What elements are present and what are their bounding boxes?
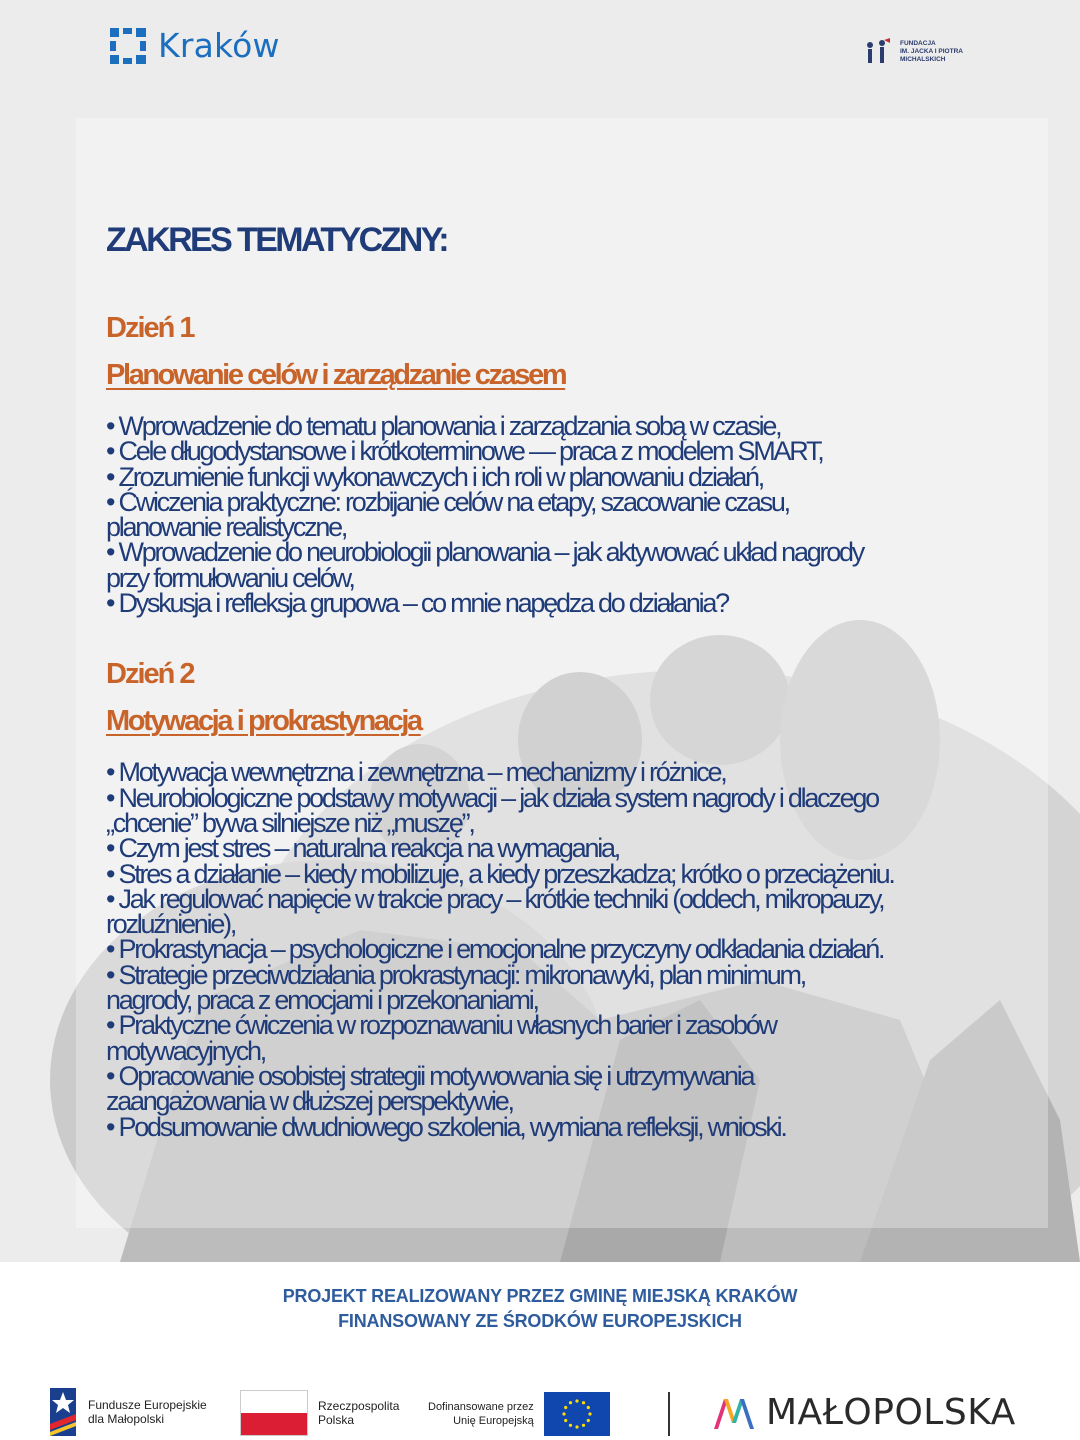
- eu-cofunded-logo: [428, 1392, 610, 1436]
- foundation-figures-icon: [862, 38, 892, 66]
- bullet-line: nagrody, praca z emocjami i przekonaniami,: [106, 985, 538, 1016]
- bullet-line: • Ćwiczenia praktyczne: rozbijanie celów na etapy, szacowanie czasu,: [106, 486, 789, 517]
- rp-logo-line: Rzeczpospolita: [318, 1399, 400, 1413]
- bullet-line: • Prokrastynacja – psychologiczne i emocjonalne przyczyny odkładania działań.: [106, 934, 884, 965]
- bullet-line: • Jak regulować napięcie w trakcie pracy – krótkie techniki (oddech, mikropauzy,: [106, 883, 884, 914]
- day-1-label: Dzień 1: [106, 312, 194, 344]
- bullet-line: • Zrozumienie funkcji wykonawczych i ich roli w planowaniu działań,: [106, 461, 764, 492]
- poland-flag-icon: [240, 1390, 308, 1436]
- bullet-line: • Wprowadzenie do tematu planowania i zarządzania sobą w czasie,: [106, 411, 781, 441]
- bullet-line: • Dyskusja i refleksja grupowa – co mnie napędza do działania?: [106, 588, 728, 619]
- funding-line-1: PROJEKT REALIZOWANY PRZEZ GMINĘ MIEJSKĄ KRAKÓW: [282, 1286, 798, 1306]
- foundation-logo-line: FUNDACJA: [900, 40, 936, 47]
- program-content: [106, 220, 1036, 1140]
- foundation-logo-line: MICHALSKICH: [900, 56, 946, 63]
- ue-logo-line: Dofinansowane przez: [428, 1401, 534, 1413]
- krakow-emblem-icon: [110, 28, 146, 64]
- fundusze-europejskie-logo: [50, 1384, 207, 1440]
- eu-flag-icon: [544, 1392, 610, 1436]
- fe-logo-line: dla Małopolski: [88, 1412, 165, 1426]
- bullet-line: • Podsumowanie dwudniowego szkolenia, wymiana refleksji, wnioski.: [106, 1111, 786, 1142]
- bullet-line: • Motywacja wewnętrzna i zewnętrzna – mechanizmy i różnice,: [106, 757, 726, 788]
- ue-logo-line: Unię Europejską: [453, 1415, 534, 1427]
- bullet-line: motywacyjnych,: [106, 1035, 266, 1066]
- bullet-line: • Opracowanie osobistej strategii motywowania się i utrzymywania: [106, 1060, 754, 1091]
- bullet-line: „chcenie” bywa silniejsze niż „muszę”,: [106, 807, 474, 838]
- logo-divider: [668, 1392, 670, 1436]
- footer: [0, 1262, 1080, 1440]
- rzeczpospolita-logo: [240, 1390, 399, 1436]
- day-2-topic: Motywacja i prokrastynacja: [106, 705, 421, 738]
- malopolska-logo: [712, 1392, 1016, 1433]
- bullet-line: • Neurobiologiczne podstawy motywacji – jak działa system nagrody i dlaczego: [106, 782, 878, 813]
- bullet-line: • Praktyczne ćwiczenia w rozpoznawaniu własnych barier i zasobów: [106, 1010, 776, 1041]
- day-2-label: Dzień 2: [106, 658, 194, 691]
- section-title: ZAKRES TEMATYCZNY:: [106, 221, 448, 259]
- day-1-bullets: [106, 411, 1036, 619]
- funding-statement: [0, 1284, 1080, 1334]
- bullet-line: rozluźnienie),: [106, 909, 236, 940]
- foundation-logo-line: IM. JACKA I PIOTRA: [900, 48, 963, 55]
- bullet-line: • Cele długodystansowe i krótkoterminowe — praca z modelem SMART,: [106, 436, 823, 467]
- foundation-logo: [862, 38, 980, 66]
- krakow-logo: [110, 26, 280, 65]
- bullet-line: • Czym jest stres – naturalna reakcja na wymagania,: [106, 833, 619, 864]
- bullet-line: zaangażowania w dłuższej perspektywie,: [106, 1086, 513, 1117]
- bullet-line: planowanie realistyczne,: [106, 512, 347, 543]
- funding-line-2: FINANSOWANY ZE ŚRODKÓW EUROPEJSKICH: [338, 1311, 742, 1331]
- rp-logo-line: Polska: [318, 1413, 355, 1427]
- bullet-line: • Wprowadzenie do neurobiologii planowania – jak aktywować układ nagrody: [106, 537, 864, 568]
- malopolska-m-icon: [712, 1395, 756, 1431]
- malopolska-logo-text: MAŁOPOLSKA: [766, 1392, 1016, 1433]
- eu-funds-star-icon: [50, 1384, 78, 1440]
- bullet-line: przy formułowaniu celów,: [106, 562, 354, 593]
- bullet-line: • Strategie przeciwdziałania prokrastynacji: mikronawyki, plan minimum,: [106, 959, 806, 990]
- day-2-bullets: [106, 757, 1036, 1142]
- day-1-topic: Planowanie celów i zarządzanie czasem: [106, 359, 566, 391]
- fe-logo-line: Fundusze Europejskie: [88, 1398, 207, 1412]
- krakow-logo-text: Kraków: [158, 26, 280, 65]
- bullet-line: • Stres a działanie – kiedy mobilizuje, a kiedy przeszkadza; krótko o przeciążeniu.: [106, 858, 894, 889]
